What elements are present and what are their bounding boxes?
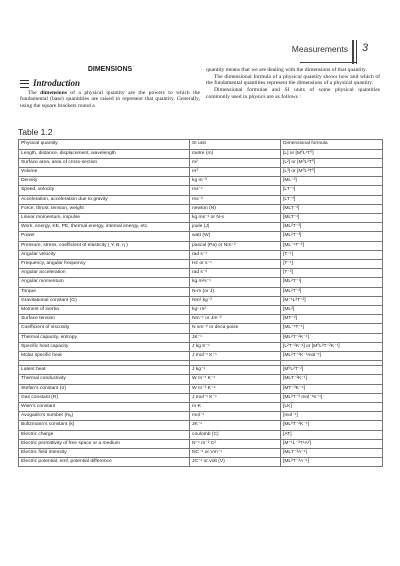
cell-physical-quantity: Molar specific heat [19,351,190,360]
cell-physical-quantity: Angular acceleration [19,269,190,278]
cell-dimensional-formula: [MT⁻³K⁻⁴] [281,384,383,393]
right-paragraph-2: The dimensional formula of a physical quantity shows how and which of the fundamental quantities represent the dimensions of a physical quantity. [206,73,380,87]
table-title: Table 1.2 [18,127,53,137]
cell-si-unit: J mol⁻¹ K⁻¹ [190,393,281,402]
cell-physical-quantity: Angular velocity [19,250,190,259]
cell-dimensional-formula: [ML²] [281,305,383,314]
cell-physical-quantity: Gas constant (R) [19,393,190,402]
cell-dimensional-formula: [T⁻²] [281,269,383,278]
table-row [19,412,383,421]
cell-si-unit: JK⁻¹ [190,333,281,342]
cell-dimensional-formula: [LT⁻¹] [281,186,383,195]
cell-si-unit: J kg K⁻¹ [190,342,281,351]
table-row [19,158,383,167]
cell-dimensional-formula: [ML²T⁻²] [281,223,383,232]
table-row [19,342,383,351]
cell-si-unit: rad s⁻² [190,269,281,278]
intro-text-pre: The [28,89,41,96]
table-row [19,439,383,448]
table-row [19,402,383,411]
cell-physical-quantity: Linear momentum, impulse [19,213,190,222]
table-row [19,305,383,314]
cell-physical-quantity: Gravitational constant (G) [19,296,190,305]
cell-physical-quantity: Electric charge [19,430,190,439]
cell-si-unit: coulomb (C) [190,430,281,439]
intro-text-post: of a physical quantity are the powers to which the fundamental (base) quanitities are raised to represent that quantity. Generally, using the square brackets round a [20,89,200,110]
page-number: 3 [362,42,369,54]
cell-physical-quantity: Surface area, area of cross-section [19,158,190,167]
cell-dimensional-formula: [T⁻¹] [281,250,383,259]
cell-dimensional-formula: [ML²T⁻²] [281,287,383,296]
cell-physical-quantity: Coefficient of viscosity [19,324,190,333]
cell-dimensional-formula: [MLT⁻²] [281,204,383,213]
cell-si-unit: JC⁻¹ or volt (V) [190,458,281,467]
cell-dimensional-formula: [ML²T⁻²K⁻¹] [281,333,383,342]
table-row [19,324,383,333]
right-paragraph-1: quantity means that we are dealing with the dimensions of that quantity. [206,67,367,73]
table-row [19,250,383,259]
cell-si-unit: kg m⁻³ [190,177,281,186]
cell-physical-quantity: Work, energy, KE, PE, thermal energy, internal energy, etc. [19,223,190,232]
intro-heading [20,80,200,88]
cell-si-unit: pascal (Pa) or Nm⁻² [190,241,281,250]
right-column [206,67,380,101]
cell-dimensional-formula: [ML²T⁻²K⁻¹mol⁻¹] [281,351,383,360]
cell-physical-quantity: Latent heat [19,366,190,375]
table-header-row [19,140,383,150]
cell-dimensional-formula: [L²] or [M⁰L²T⁰] [281,158,383,167]
table-row [19,149,383,158]
cell-si-unit: W m⁻² K⁻⁴ [190,384,281,393]
cell-physical-quantity: Thermal capacity, entropy [19,333,190,342]
cell-si-unit: Nm⁻¹ or Jm⁻² [190,315,281,324]
cell-physical-quantity: Density [19,177,190,186]
table-row [19,213,383,222]
cell-physical-quantity: Electric potential, emf, potential difference [19,458,190,467]
cell-si-unit: J kg⁻¹ [190,366,281,375]
right-paragraph-3: Dimensional formulae and SI units of some physical quantities commonly used in physics are as follows : [206,87,380,100]
cell-si-unit: kg m²s⁻¹ [190,278,281,287]
table-row [19,287,383,296]
cell-si-unit: J mol⁻¹ K⁻¹ [190,351,281,360]
table-row [19,269,383,278]
intro-bold-term: dimensions [40,89,67,96]
cell-dimensional-formula: [MLT⁻³K⁻¹] [281,375,383,384]
table-row [19,195,383,204]
table-row [19,167,383,176]
table-row [19,333,383,342]
units-table [18,139,383,467]
left-column [20,67,200,110]
table-row [19,186,383,195]
table-row [19,278,383,287]
cell-physical-quantity: Boltzmann's constant (k) [19,421,190,430]
page-header [0,44,400,64]
table-row [19,393,383,402]
header-dimensional-formula: Dimensional formula [281,140,383,150]
cell-dimensional-formula: [ML²T⁻³A⁻¹] [281,458,383,467]
table-row [19,232,383,241]
table-row [19,366,383,375]
cell-dimensional-formula: [ML²T⁻² mol⁻¹K⁻¹] [281,393,383,402]
cell-physical-quantity: Length, distance, displacement, wavelength [19,149,190,158]
cell-physical-quantity: Specific heat capacity [19,342,190,351]
cell-physical-quantity: Torque [19,287,190,296]
cell-physical-quantity: Electric permittivity of free space or a medium [19,439,190,448]
cell-physical-quantity: Avogadro's number (Nₐ) [19,412,190,421]
cell-dimensional-formula: [MLT⁻¹] [281,213,383,222]
intro-paragraph [20,90,200,110]
cell-dimensional-formula: [AT] [281,430,383,439]
cell-physical-quantity: Wien's constant [19,402,190,411]
cell-physical-quantity: Acceleration, acceleration due to gravity [19,195,190,204]
header-physical-quantity: Physical quantity [19,140,190,150]
cell-si-unit: N sm⁻² or deca poise [190,324,281,333]
cell-si-unit: ms⁻¹ [190,186,281,195]
table-row [19,384,383,393]
header-rule-vertical [352,40,354,64]
table-row [19,259,383,268]
menu-bars-icon [20,80,29,88]
cell-si-unit: newton (N) [190,204,281,213]
cell-physical-quantity: Angular momentum [19,278,190,287]
table-row [19,375,383,384]
cell-si-unit: ms⁻² [190,195,281,204]
cell-si-unit: JK⁻¹ [190,421,281,430]
table-row [19,449,383,458]
cell-si-unit: kg- m² [190,305,281,314]
cell-dimensional-formula: [ML⁻¹T⁻²] [281,241,383,250]
cell-dimensional-formula: [mol⁻¹] [281,412,383,421]
table-row [19,351,383,360]
table-row [19,458,383,467]
cell-dimensional-formula: [LT⁻²] [281,195,383,204]
table-row [19,421,383,430]
cell-si-unit: m² [190,158,281,167]
section-title: Measurements [291,44,348,54]
cell-dimensional-formula: [L²T⁻²K⁻¹] or [M⁰L²T⁻²K⁻¹] [281,342,383,351]
cell-physical-quantity: Surface tension [19,315,190,324]
cell-si-unit: W m⁻¹ K⁻¹ [190,375,281,384]
cell-si-unit: NC⁻¹ or Vm⁻¹ [190,449,281,458]
cell-physical-quantity: Frequency, angular frequency [19,259,190,268]
cell-dimensional-formula: [L³] or [M⁰L³T⁰] [281,167,383,176]
table-row [19,223,383,232]
cell-physical-quantity: Force, thrust, tension, weight [19,204,190,213]
cell-dimensional-formula: [ML²T⁻²K⁻¹] [281,421,383,430]
header-si-unit: SI unit [190,140,281,150]
cell-dimensional-formula: [MT⁻²] [281,315,383,324]
cell-si-unit: Nm² kg⁻² [190,296,281,305]
table-row [19,315,383,324]
cell-dimensional-formula: [M⁰L²T⁻²] [281,366,383,375]
header-rule-horizontal [300,62,357,63]
intro-heading-text: Introduction [33,78,81,89]
cell-dimensional-formula: [L] or [M⁰L¹T⁰] [281,149,383,158]
cell-si-unit: m³ [190,167,281,176]
table-row [19,177,383,186]
cell-physical-quantity: Electric field intensity [19,449,190,458]
cell-si-unit: m-K [190,402,281,411]
cell-si-unit: N⁻¹ m⁻² C² [190,439,281,448]
cell-dimensional-formula: [ML⁻¹T⁻¹] [281,324,383,333]
cell-si-unit: mol⁻¹ [190,412,281,421]
cell-dimensional-formula: [LK] [281,402,383,411]
cell-si-unit: Hz or s⁻¹ [190,259,281,268]
cell-dimensional-formula: [T⁻¹] [281,259,383,268]
cell-physical-quantity: Volume [19,167,190,176]
cell-dimensional-formula: [ML⁻³] [281,177,383,186]
cell-physical-quantity: Pressure, stress, coefficient of elasticity ( Y, B, η ) [19,241,190,250]
cell-physical-quantity: Thermal conductivity [19,375,190,384]
cell-dimensional-formula: [ML²T⁻¹] [281,278,383,287]
cell-physical-quantity: Stefan's constant (σ) [19,384,190,393]
table-row [19,241,383,250]
cell-si-unit: N-m (or J) [190,287,281,296]
table-row [19,204,383,213]
cell-physical-quantity: Power [19,232,190,241]
cell-si-unit: metre (m) [190,149,281,158]
cell-si-unit: rad s⁻¹ [190,250,281,259]
header-rule-vertical-thin [356,40,357,64]
table-row [19,430,383,439]
cell-dimensional-formula: [M⁻¹L⁻³T⁴A²] [281,439,383,448]
cell-si-unit: kg ms⁻¹ or N-s [190,213,281,222]
cell-physical-quantity: Speed, velocity [19,186,190,195]
cell-dimensional-formula: [MLT⁻³A⁻¹] [281,449,383,458]
dimensions-title: DIMENSIONS [87,66,133,73]
cell-dimensional-formula: [M⁻¹L³T⁻²] [281,296,383,305]
cell-si-unit: joule (J) [190,223,281,232]
table-row [19,296,383,305]
cell-si-unit: watt (W) [190,232,281,241]
cell-dimensional-formula: [ML²T⁻³] [281,232,383,241]
cell-physical-quantity: Moment of inertia [19,305,190,314]
